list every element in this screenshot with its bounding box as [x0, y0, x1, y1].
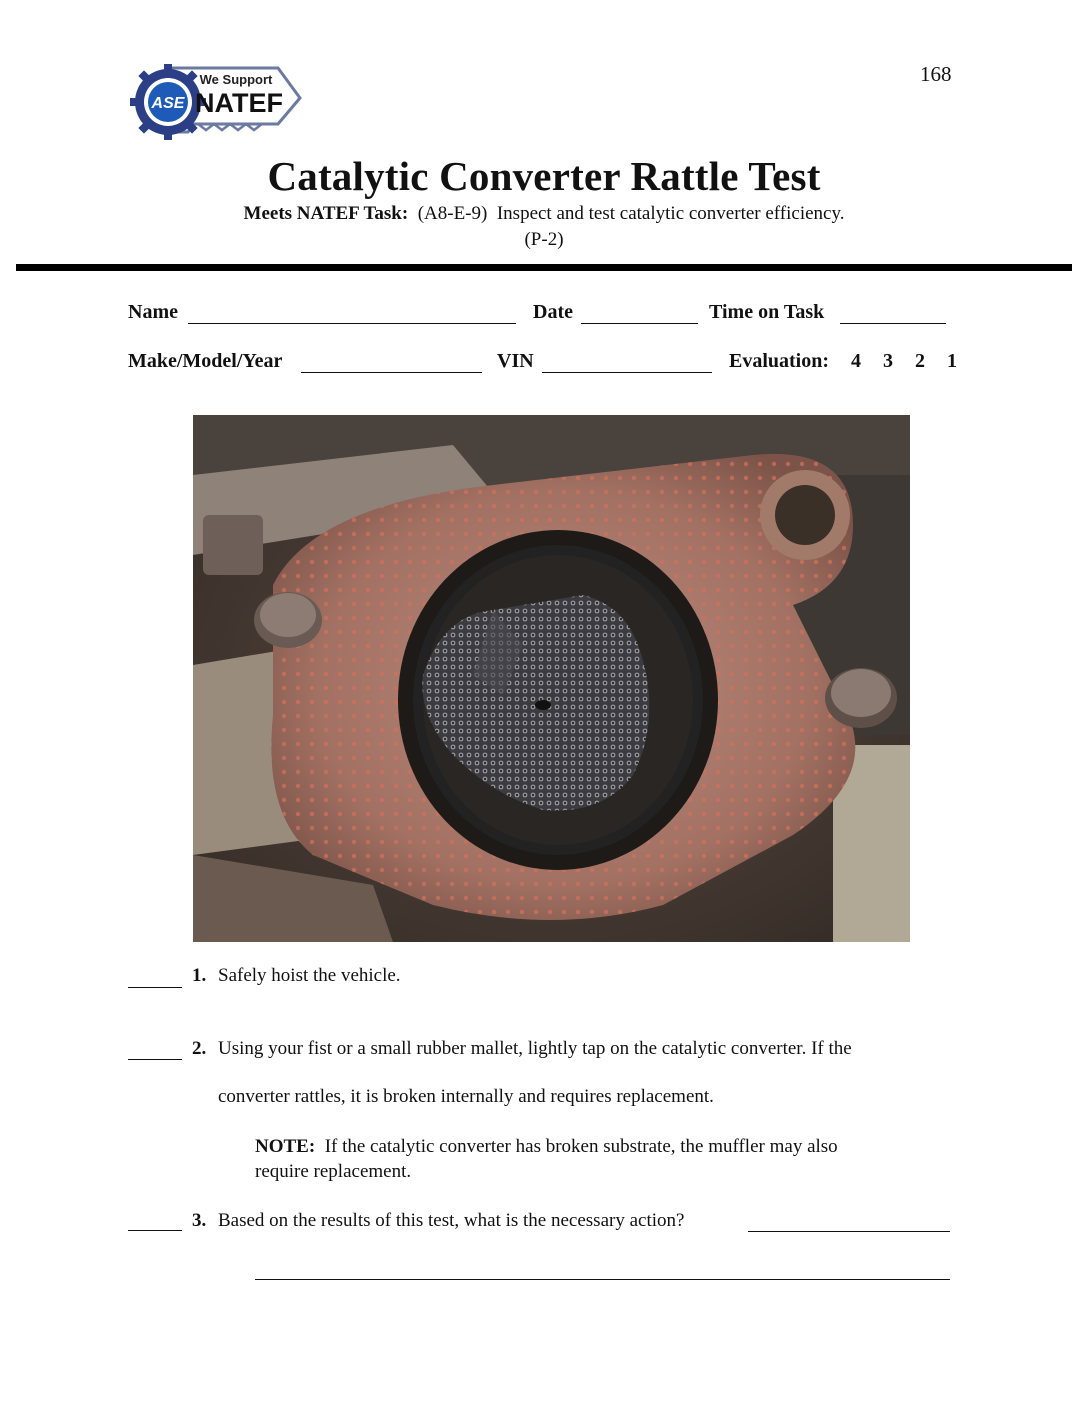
step-2-text-line1: Using your fist or a small rubber mallet, lightly tap on the catalytic converter. If the — [218, 1038, 852, 1059]
page-number: 168 — [920, 62, 952, 86]
step-3-answer-field[interactable] — [748, 1231, 950, 1232]
time-on-task-field[interactable] — [840, 323, 946, 324]
evaluation-label: Evaluation: — [729, 350, 830, 372]
name-label: Name — [128, 301, 178, 323]
step-1-checkbox[interactable] — [128, 987, 182, 988]
evaluation-score-1[interactable]: 1 — [947, 350, 957, 372]
evaluation-score-3[interactable]: 3 — [883, 350, 893, 372]
logo-main-text: NATEF — [195, 88, 283, 118]
name-field[interactable] — [188, 323, 516, 324]
task-label: Meets NATEF Task: — [243, 203, 409, 224]
evaluation-score-4[interactable]: 4 — [851, 350, 861, 372]
make-model-year-field[interactable] — [301, 372, 482, 373]
note-label: NOTE: — [255, 1136, 316, 1157]
step-2-text-line2: converter rattles, it is broken internally and requires replacement. — [218, 1086, 714, 1107]
step-3-checkbox[interactable] — [128, 1230, 182, 1231]
note-line1: If the catalytic converter has broken substrate, the muffler may also — [324, 1136, 838, 1157]
task-priority: (P-2) — [524, 229, 564, 250]
note — [255, 1136, 838, 1158]
step-2-number: 2. — [192, 1038, 207, 1059]
natef-logo — [128, 58, 304, 152]
step-3-number: 3. — [192, 1210, 207, 1231]
header-divider — [16, 264, 1072, 271]
step-1-text: Safely hoist the vehicle. — [218, 965, 401, 986]
evaluation-scores — [840, 350, 968, 373]
note-line2: require replacement. — [255, 1161, 412, 1182]
catalytic-converter-photo — [193, 415, 910, 942]
task-description: Inspect and test catalytic converter efficiency. — [496, 203, 845, 224]
step-3-answer-field-2[interactable] — [255, 1279, 950, 1280]
logo-top-text: We Support — [199, 72, 273, 87]
step-2-checkbox[interactable] — [128, 1059, 182, 1060]
make-model-year-label: Make/Model/Year — [128, 350, 283, 372]
date-field[interactable] — [581, 323, 698, 324]
step-3-text: Based on the results of this test, what is the necessary action? — [218, 1210, 685, 1231]
step-1-number: 1. — [192, 965, 207, 986]
logo-badge-text: ASE — [151, 95, 185, 112]
date-label: Date — [533, 301, 573, 323]
vin-field[interactable] — [542, 372, 712, 373]
vin-label: VIN — [497, 350, 534, 372]
evaluation-score-2[interactable]: 2 — [915, 350, 925, 372]
page-title: Catalytic Converter Rattle Test — [267, 153, 821, 199]
task-code: (A8-E-9) — [417, 203, 488, 224]
time-on-task-label: Time on Task — [709, 301, 825, 323]
task-line — [0, 203, 1088, 225]
